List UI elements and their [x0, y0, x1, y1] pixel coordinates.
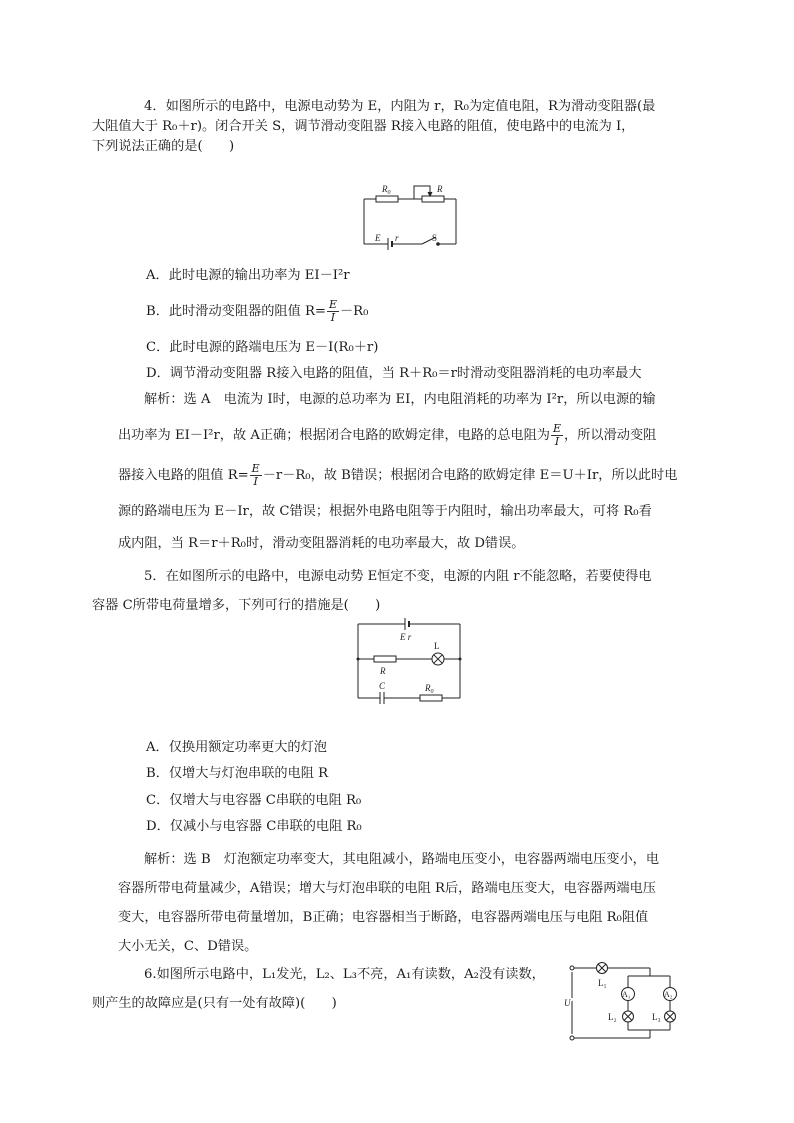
q6-label-a2: A₂	[664, 990, 673, 999]
q4-slider-arrow	[428, 192, 432, 196]
q5-junction-right	[459, 658, 462, 661]
q5-junction-left	[357, 658, 360, 661]
q4-label-e: E	[375, 233, 381, 243]
q5-label-er: E r	[400, 632, 412, 642]
q6-terminal-bottom	[570, 1036, 574, 1040]
q5-circuit-diagram	[352, 618, 464, 704]
q4-option-b-tail: －R₀	[339, 304, 369, 319]
q5-analysis-line1	[118, 845, 683, 874]
fraction-denominator: I	[253, 475, 258, 488]
q5-stem	[92, 562, 683, 620]
q6-label-l1: L₁	[598, 978, 607, 988]
fraction-numerator: E	[251, 462, 260, 475]
q5-stem-line2: 容器 C所带电荷量增多，下列可行的措施是( )	[92, 598, 381, 613]
q5-label-l: L	[434, 641, 440, 651]
fraction-numerator: E	[328, 298, 337, 311]
q4-analysis-line1	[118, 384, 683, 416]
q5-analysis-line4	[118, 932, 683, 961]
fraction-denominator: I	[330, 311, 336, 324]
q5-resistor-r0	[420, 695, 442, 701]
analysis-text: 成内阻，当 R＝r＋R₀时，滑动变阻器消耗的电功率最大，故 D错误。	[118, 536, 525, 551]
q6-label-u: U	[564, 998, 571, 1008]
q5-option-a: A．仅换用额定功率更大的灯泡	[146, 740, 327, 755]
q4-option-b-text: B．此时滑动变阻器的阻值 R=	[146, 304, 326, 319]
q4-stem-line2: 大阻值大于 R₀＋r)。闭合开关 S，调节滑动变阻器 R接入电路的阻值，使电路中的电流为 I，	[92, 119, 635, 134]
q6-stem-line2: 则产生的故障应是(只有一处有故障)( )	[92, 996, 337, 1011]
q5-analysis-line2	[118, 874, 683, 903]
q4-stem-line1: 4．如图所示的电路中，电源电动势为 E，内阻为 r，R₀为定值电阻，R为滑动变阻器(最	[144, 99, 656, 114]
q6-label-l3: L₃	[652, 1012, 661, 1022]
q4-label-s: S	[432, 233, 438, 243]
fraction-numerator: E	[552, 422, 562, 435]
q6-stem-line1: 6.如图所示电路中，L₁发光，L₂、L₃不亮，A₁有读数，A₂没有读数，	[144, 967, 545, 982]
analysis-text: 变大，电容器所带电荷量增加，B正确；电容器相当于断路，电容器两端电压与电阻 R₀阻值	[118, 910, 649, 925]
q4-option-d: D．调节滑动变阻器 R接入电路的阻值，当 R＋R₀＝r时滑动变阻器消耗的电功率最大	[146, 366, 642, 381]
q5-label-r: R	[380, 666, 386, 676]
q5-analysis-line3	[118, 903, 683, 932]
q5-option-c: C．仅增大与电容器 C串联的电阻 R₀	[146, 793, 362, 808]
q6-label-a1: A₁	[622, 990, 631, 999]
q4-analysis	[118, 384, 683, 560]
fraction-denominator: I	[554, 435, 560, 448]
q4-option-b-fraction	[327, 299, 339, 324]
analysis-text: 容器所带电荷量减少，A错误；增大与灯泡串联的电阻 R后，路端电压变大，电容器两端电压	[118, 881, 656, 896]
q4-option-a: A．此时电源的输出功率为 EI－I²r	[146, 268, 350, 283]
q4-label-r0: $R_0$	[382, 184, 391, 196]
analysis-text: 大小无关，C、D错误。	[118, 939, 258, 954]
q4-analysis-line2	[118, 416, 683, 456]
q4-option-c: C．此时电源的路端电压为 E－I(R₀＋r)	[146, 340, 379, 355]
q5-option-d: D．仅减小与电容器 C串联的电阻 R₀	[146, 819, 362, 834]
q6-label-l2: L₂	[608, 1012, 617, 1022]
q5-resistor-r	[374, 656, 396, 662]
q5-analysis	[118, 845, 683, 961]
q4-rheostat-r	[422, 196, 444, 202]
q6-stem	[92, 960, 558, 1018]
analysis-text: ，所以滑动变阻	[564, 428, 657, 443]
q6-circuit-diagram	[564, 958, 684, 1048]
q4-analysis-line3	[118, 456, 683, 496]
q4-analysis-fraction-2	[250, 463, 262, 488]
analysis-text: 出功率为 EI－I²r，故 A正确；根据闭合电路的欧姆定律，电路的总电阻为	[118, 428, 550, 443]
analysis-text: 器接入电路的阻值 R=	[118, 468, 249, 483]
q4-analysis-fraction-1	[551, 423, 563, 448]
q5-label-c: C	[379, 681, 386, 691]
analysis-text: 解析：选 A 电流为 I时，电源的总功率为 EI，内电阻消耗的功率为 I²r，所以电源的输	[144, 392, 656, 407]
q5-label-r0: $R_0$	[425, 683, 434, 695]
q4-label-internal-r: r	[395, 233, 399, 243]
q4-circuit-diagram	[360, 178, 460, 252]
q4-stem-line3: 下列说法正确的是( )	[92, 139, 235, 154]
q4-resistor-r0	[376, 196, 398, 202]
analysis-text: －r－R₀，故 B错误；根据闭合电路的欧姆定律 E＝U＋Ir，所以此时电	[262, 468, 678, 483]
q5-option-b: B．仅增大与灯泡串联的电阻 R	[146, 766, 329, 781]
q6-terminal-top	[570, 966, 574, 970]
q4-label-r: R	[437, 184, 443, 194]
q4-option-b	[146, 299, 368, 324]
q4-analysis-line5	[118, 528, 683, 560]
q4-stem	[92, 97, 683, 157]
q4-analysis-line4	[118, 496, 683, 528]
analysis-text: 源的路端电压为 E－Ir，故 C错误；根据外电路电阻等于内阻时，输出功率最大，可将 R₀看	[118, 504, 652, 519]
q5-stem-line1: 5．在如图所示的电路中，电源电动势 E恒定不变，电源的内阻 r不能忽略，若要使得电	[144, 569, 652, 584]
analysis-text: 解析：选 B 灯泡额定功率变大，其电阻减小，路端电压变小，电容器两端电压变小，电	[144, 852, 660, 867]
